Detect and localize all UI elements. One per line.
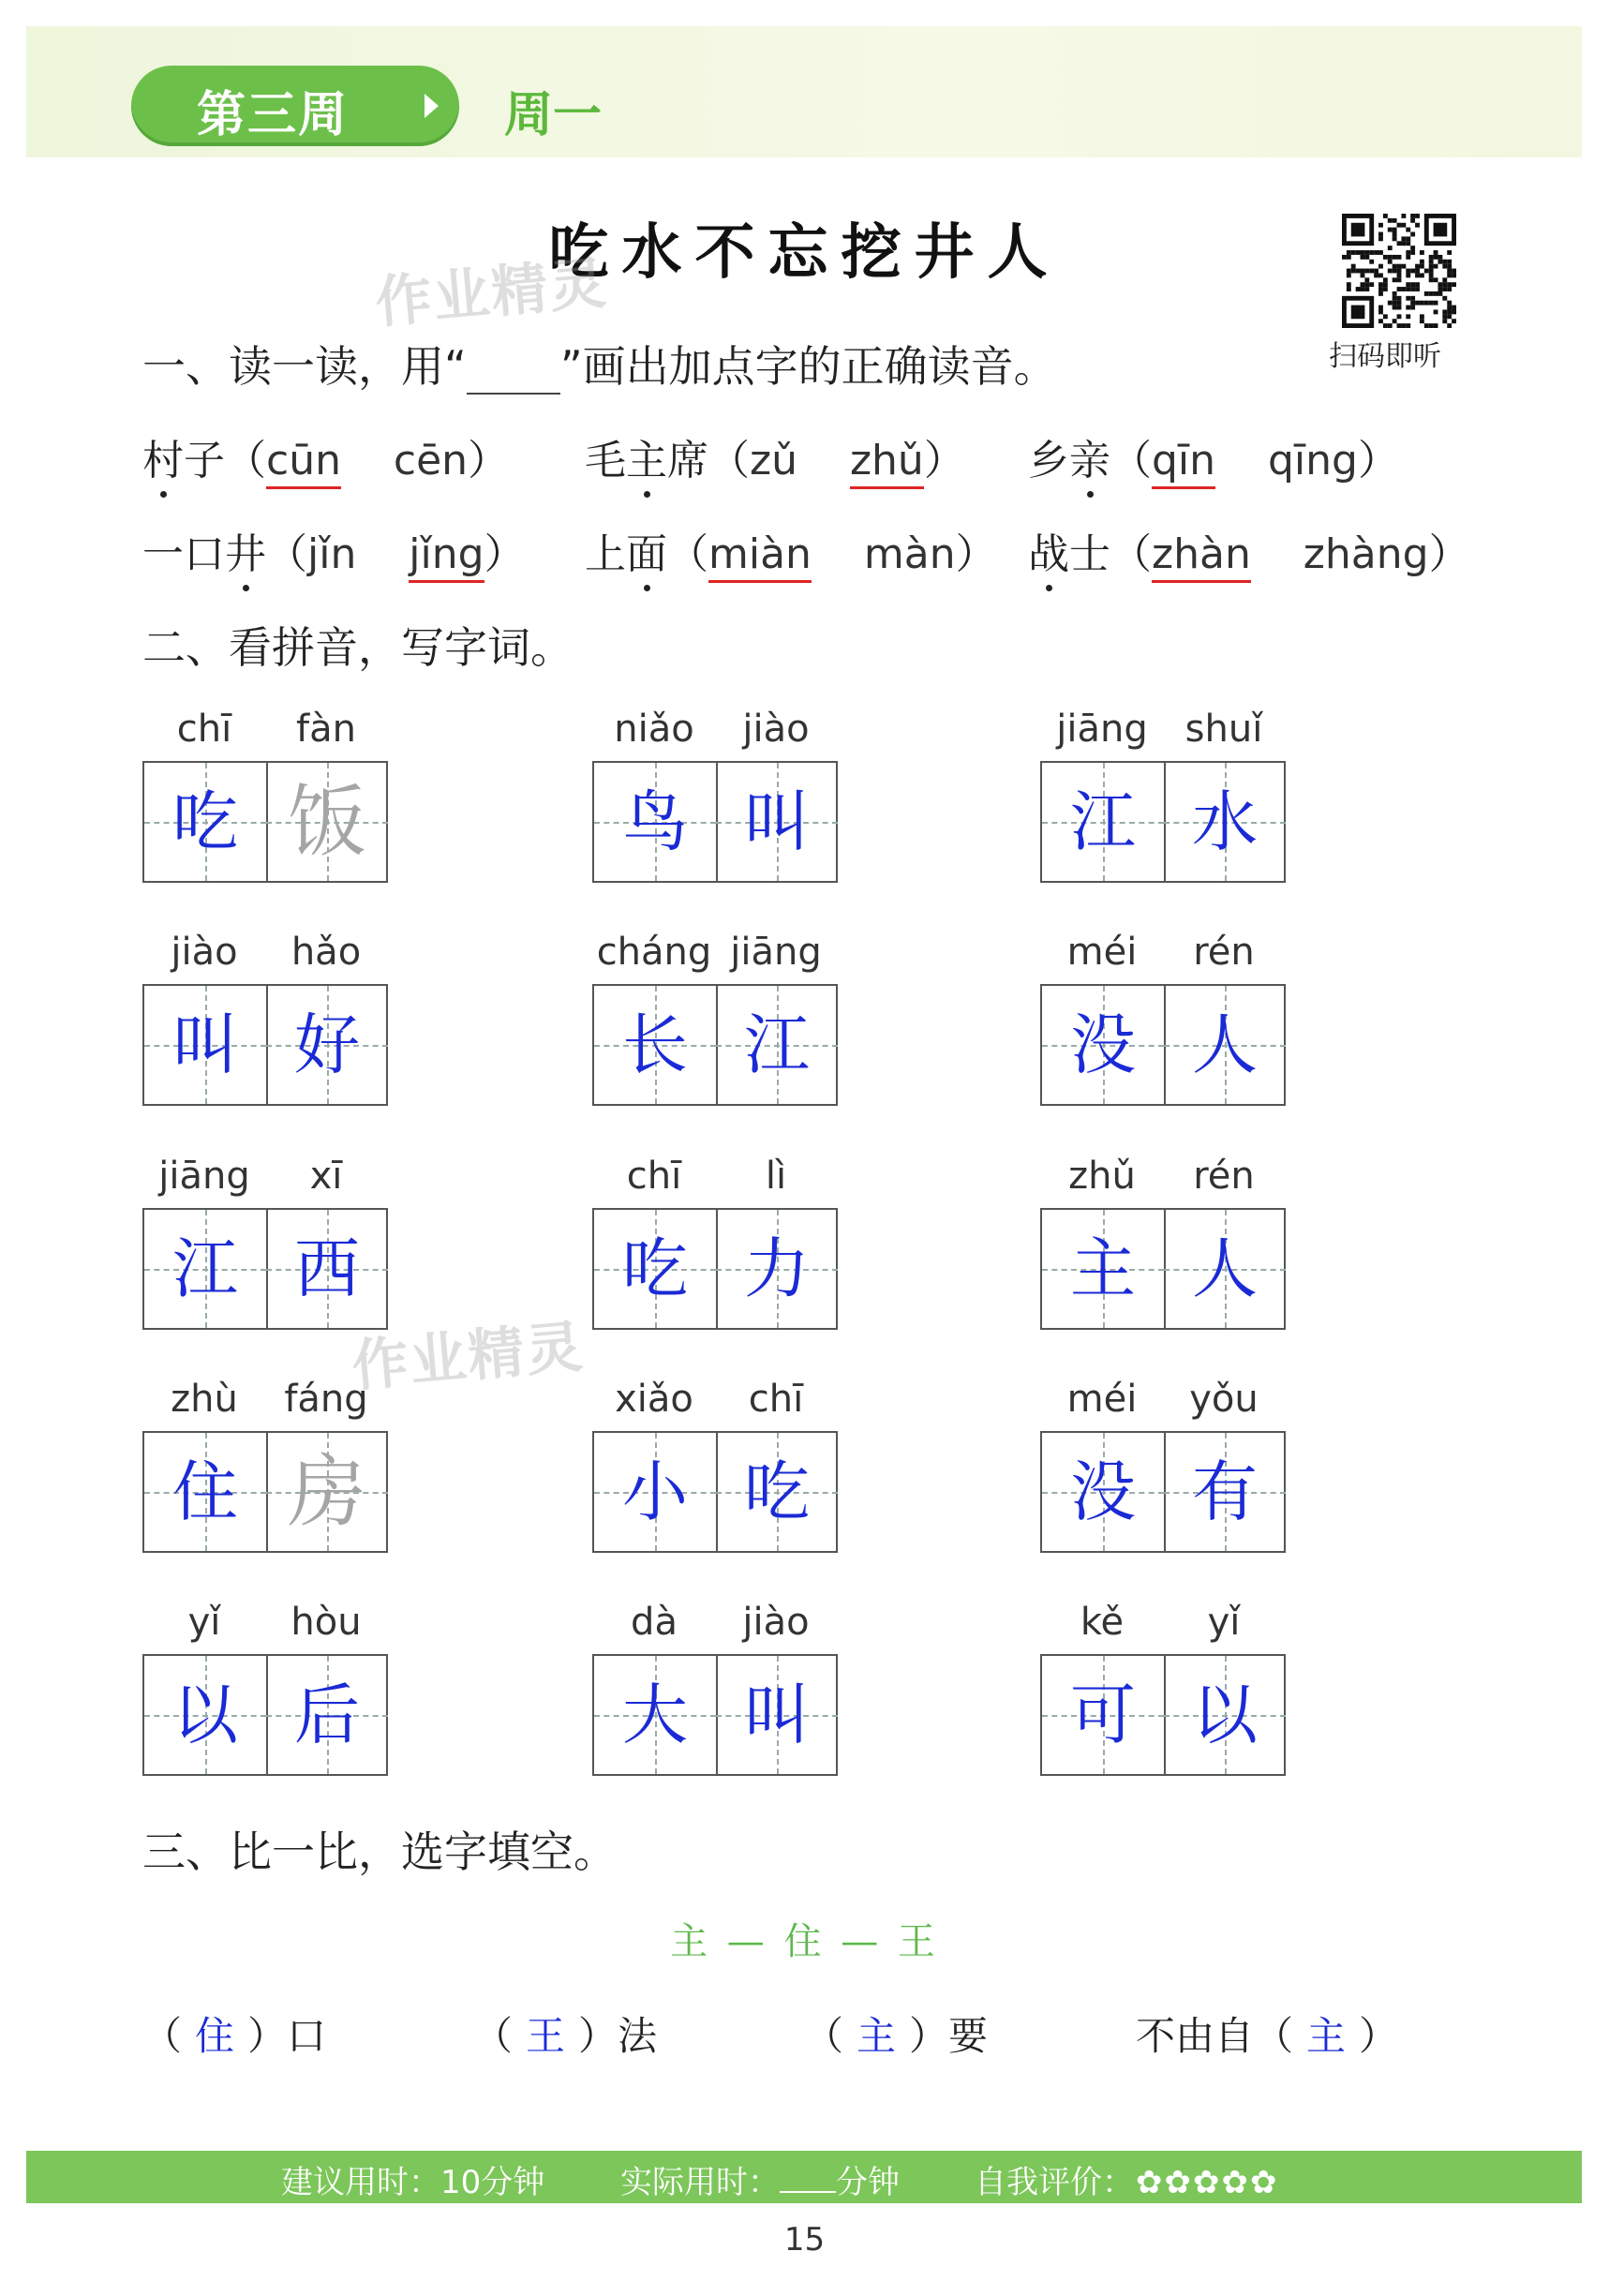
word-char: 战 [1028,530,1069,578]
tianzige-box[interactable] [142,1208,388,1330]
tianzige-cell[interactable] [266,1210,388,1328]
reading-word [585,530,667,578]
tianzige-cell[interactable] [594,763,718,881]
reading-item [1028,520,1470,580]
pinyin-label: rén [1193,1155,1255,1198]
written-character: 大 [622,1677,688,1753]
pinyin-label: lì [765,1155,787,1198]
written-character: 有 [1192,1454,1258,1530]
written-character: 好 [294,1006,360,1083]
week-badge [131,66,459,146]
paren-close: ） [1428,530,1470,578]
pinyin-label: xī [309,1155,343,1198]
tianzige-cell[interactable] [266,763,388,881]
pinyin-label: jiāng [730,931,822,974]
tianzige-box[interactable] [142,1431,388,1553]
pinyin-label: jiào [171,931,238,974]
word-char: 亲 [1069,437,1110,485]
pinyin-label: kě [1080,1601,1125,1644]
tianzige-cell[interactable] [266,1433,388,1551]
word-char: 席 [667,437,708,485]
tianzige-cell[interactable] [144,1210,268,1328]
tianzige-cell[interactable] [1042,986,1166,1104]
word-char: 士 [1069,530,1110,578]
section-2-title: 二、看拼音，写字词。 [142,622,574,673]
written-character: 人 [1192,1230,1258,1307]
tianzige-box[interactable] [1040,1208,1286,1330]
tianzige-cell[interactable] [266,1656,388,1774]
tianzige-box[interactable] [592,1208,838,1330]
written-character: 住 [172,1454,238,1530]
reading-word [1028,437,1110,485]
pinyin-option-2[interactable]: cēn [393,437,469,485]
flower-rating-icon[interactable]: ✿ [1193,2164,1220,2201]
tianzige-box[interactable] [1040,1654,1286,1776]
pinyin-label: chī [748,1378,804,1421]
pinyin-label: dà [631,1601,678,1644]
paren-open: （ [667,530,708,578]
written-character: 长 [622,1006,688,1083]
flower-rating-icon[interactable]: ✿ [1250,2164,1277,2201]
pinyin-label: chī [176,708,232,751]
self-evaluation: 自我评价：✿✿✿✿✿ [975,2164,1277,2201]
written-character: 江 [172,1230,238,1307]
written-character: 吃 [744,1454,810,1530]
written-character: 江 [1070,783,1136,860]
tianzige-cell[interactable] [1042,1656,1166,1774]
pinyin-option-1[interactable]: zhàn [1152,530,1251,583]
paren-open: （ [266,530,307,578]
tianzige-cell[interactable] [144,986,268,1104]
page-number: 15 [783,2221,826,2259]
written-character: 江 [744,1006,810,1083]
written-character: 后 [294,1677,360,1753]
pinyin-label: chī [626,1155,682,1198]
pinyin-label: hòu [291,1601,362,1644]
pinyin-label: rén [1193,931,1255,974]
tianzige-box[interactable] [592,761,838,883]
pinyin-label: jiāng [158,1155,250,1198]
pinyin-label: méi [1066,1378,1138,1421]
tianzige-box[interactable] [592,1654,838,1776]
pinyin-label: méi [1066,931,1138,974]
written-character: 叫 [744,1677,810,1753]
reading-item [585,426,965,486]
tianzige-cell[interactable] [1042,763,1166,881]
tianzige-cell[interactable] [716,986,838,1104]
written-character: 主 [1070,1230,1136,1307]
underline-sample [467,357,560,395]
reading-item [142,520,526,580]
suggested-time: 建议用时：10分钟 [281,2164,545,2201]
written-character: 力 [744,1230,810,1307]
pinyin-label: cháng [596,931,712,974]
reading-item [142,426,509,486]
actual-time: 实际用时： 分钟 [620,2164,900,2201]
written-character: 没 [1070,1454,1136,1530]
word-char: 主 [626,437,667,485]
tianzige-cell[interactable] [266,986,388,1104]
arrow-right-icon [425,94,439,118]
tianzige-cell[interactable] [716,1433,838,1551]
pinyin-option-1[interactable]: qīn [1152,437,1215,489]
written-character: 没 [1070,1006,1136,1083]
reading-item [585,520,997,580]
pinyin-label: fàn [296,708,356,751]
written-character: 以 [172,1677,238,1753]
paren-close: ） [484,530,526,578]
reading-word [142,530,266,578]
written-character: 房 [287,1446,366,1538]
pinyin-option-1[interactable]: zǔ [750,437,797,485]
paren-open: （ [1110,437,1152,485]
word-char: 村 [142,437,184,485]
tianzige-cell[interactable] [144,763,268,881]
written-character: 叫 [744,783,810,860]
pinyin-option-2[interactable]: jǐng [409,530,484,583]
tianzige-cell[interactable] [1042,1210,1166,1328]
tianzige-box[interactable] [142,761,388,883]
fill-answer[interactable]: 主 [1306,2013,1347,2059]
word-char: 一 [142,530,184,578]
tianzige-box[interactable] [1040,1431,1286,1553]
fill-blank-item: （ 主 ）要 [804,2005,988,2062]
pinyin-option-1[interactable]: miàn [708,530,812,583]
pinyin-option-2[interactable]: qīng [1268,437,1358,485]
tianzige-box[interactable] [592,984,838,1106]
flower-rating-icon[interactable]: ✿ [1136,2164,1163,2201]
tianzige-cell[interactable] [716,1210,838,1328]
fill-answer[interactable]: 主 [857,2013,897,2059]
word-char: 面 [626,530,667,578]
pinyin-option-1[interactable]: jǐn [307,530,357,578]
written-character: 以 [1192,1677,1258,1753]
paren-open: （ [1110,530,1152,578]
paren-close: ） [1357,437,1399,485]
paren-open: （ [225,437,266,485]
written-character: 吃 [622,1230,688,1307]
tianzige-cell[interactable] [144,1433,268,1551]
fill-blank-item: （ 王 ）法 [473,2005,657,2062]
pinyin-label: zhù [171,1378,238,1421]
week-label: 第三周 [197,87,350,143]
section-3-title: 三、比一比，选字填空。 [142,1826,617,1877]
page-title: 吃水不忘挖井人 [548,217,1061,288]
fill-blank-item: 不由自（ 主 ） [1136,2005,1398,2062]
pinyin-label: niǎo [614,708,694,751]
qr-caption: 扫码即听 [1329,340,1441,373]
tianzige-cell[interactable] [1164,1656,1286,1774]
qr-code-icon[interactable] [1342,214,1456,328]
compare-characters: 主 — 住 — 王 [670,1920,939,1963]
reading-word [1028,530,1110,578]
pinyin-label: yǐ [187,1601,221,1644]
reading-word [585,437,708,485]
pinyin-label: yǒu [1189,1378,1259,1421]
word-char: 井 [225,530,266,578]
fill-answer[interactable]: 住 [195,2013,235,2059]
tianzige-cell[interactable] [594,1433,718,1551]
tianzige-box[interactable] [1040,984,1286,1106]
watermark: 作业精灵 [349,1314,588,1400]
pinyin-label: yǐ [1207,1601,1241,1644]
flower-rating-icon[interactable]: ✿ [1164,2164,1191,2201]
tianzige-cell[interactable] [594,1656,718,1774]
pinyin-label: jiào [742,708,810,751]
pinyin-option-2[interactable]: zhǔ [850,437,924,489]
written-character: 水 [1192,783,1258,860]
tianzige-cell[interactable] [1164,763,1286,881]
pinyin-label: xiǎo [615,1378,693,1421]
pinyin-option-2[interactable]: zhàng [1303,530,1429,578]
written-character: 饭 [287,776,366,868]
written-character: 西 [294,1230,360,1307]
actual-time-blank[interactable] [780,2163,836,2193]
word-char: 子 [184,437,225,485]
word-char: 上 [585,530,626,578]
written-character: 可 [1070,1677,1136,1753]
tianzige-cell[interactable] [1164,986,1286,1104]
fill-blank-item: （ 住 ）口 [142,2005,326,2062]
tianzige-box[interactable] [142,1654,388,1776]
pinyin-label: fáng [284,1378,368,1421]
section-1-title: 一、读一读，用“ ”画出加点字的正确读音。 [142,333,1057,395]
tianzige-cell[interactable] [716,763,838,881]
watermark: 作业精灵 [372,250,611,336]
day-label: 周一 [504,87,603,143]
tianzige-box[interactable] [1040,761,1286,883]
tianzige-box[interactable] [592,1431,838,1553]
word-char: 口 [184,530,225,578]
word-char: 乡 [1028,437,1069,485]
tianzige-cell[interactable] [594,986,718,1104]
reading-word [142,437,225,485]
written-character: 叫 [172,1006,238,1083]
paren-open: （ [708,437,750,485]
pinyin-option-1[interactable]: cūn [266,437,341,489]
tianzige-cell[interactable] [1164,1433,1286,1551]
written-character: 吃 [172,783,238,860]
pinyin-label: hǎo [291,931,362,974]
tianzige-cell[interactable] [716,1656,838,1774]
tianzige-box[interactable] [142,984,388,1106]
tianzige-cell[interactable] [144,1656,268,1774]
tianzige-cell[interactable] [594,1210,718,1328]
flower-rating-icon[interactable]: ✿ [1221,2164,1248,2201]
paren-close: ） [468,437,510,485]
fill-answer[interactable]: 王 [526,2013,566,2059]
pinyin-label: jiào [742,1601,810,1644]
paren-close: ） [955,530,997,578]
pinyin-label: zhǔ [1068,1155,1136,1198]
tianzige-cell[interactable] [1164,1210,1286,1328]
written-character: 小 [622,1454,688,1530]
written-character: 鸟 [622,783,688,860]
pinyin-option-2[interactable]: màn [863,530,956,578]
tianzige-cell[interactable] [1042,1433,1166,1551]
paren-close: ） [923,437,965,485]
pinyin-label: shuǐ [1184,708,1263,751]
word-char: 毛 [585,437,626,485]
written-character: 人 [1192,1006,1258,1083]
pinyin-label: jiāng [1056,708,1148,751]
reading-item [1028,426,1399,486]
